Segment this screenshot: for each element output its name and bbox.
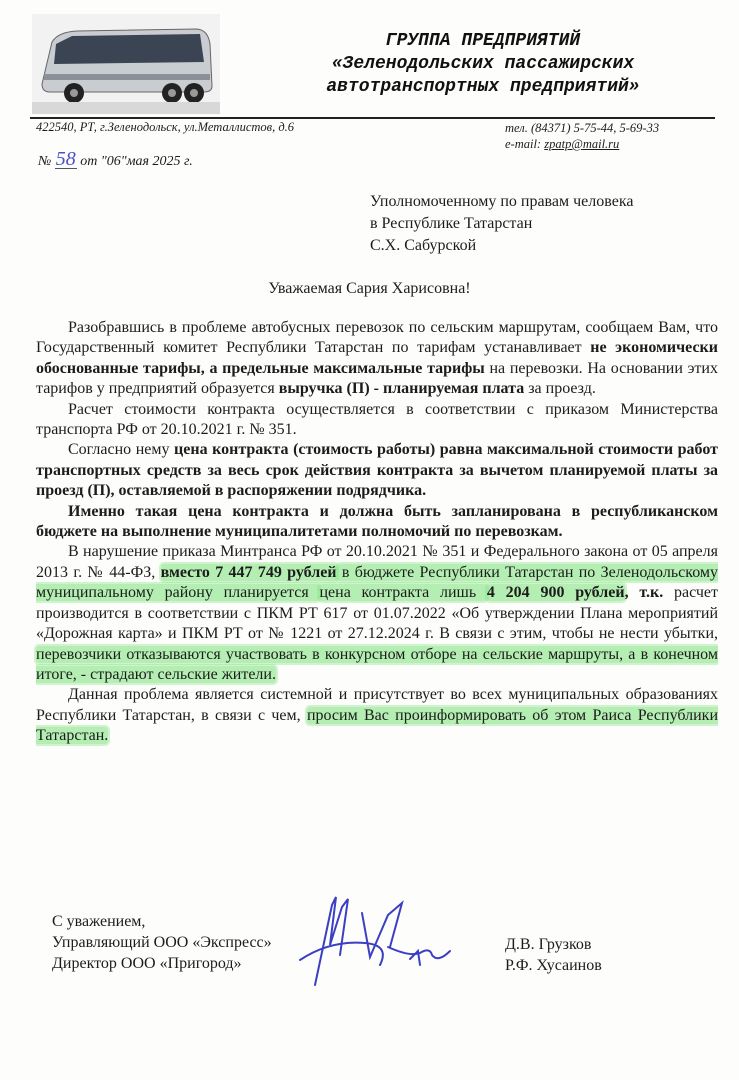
- email-label: e-mail:: [505, 137, 545, 151]
- bus-logo-image: [32, 14, 220, 114]
- addressee-line-1: Уполномоченному по правам человека: [370, 193, 634, 210]
- ref-number: 58: [55, 148, 76, 170]
- paragraph-3: [36, 440, 718, 501]
- p1-text-a: Разобравшись в проблеме автобусных перевозок по сельским маршрутам, сообщаем Вам, что Государственный комитет Республики Татарстан по тарифам устанавливает: [36, 319, 718, 357]
- org-address: 422540, РТ, г.Зеленодольск, ул.Металлистов, д.6: [36, 120, 295, 134]
- p5-text-g: расчет производится в соответствии с ПКМ РТ 617 от 01.07.2022 «Об утверждении Плана мероприятий «Дорожная карта» и ПКМ РТ от № 1221 от 27.12.2024 г. В связи с этим, чтобы не нести убытки,: [36, 584, 719, 643]
- role-2: Директор ООО «Пригород»: [52, 955, 242, 972]
- handwritten-signature: [270, 885, 460, 995]
- p5-highlight-plan: в бюджете Республики Татарстан по Зеленодольскому муниципальному району планируется: [36, 563, 719, 602]
- ref-date: от "06"мая 2025 г.: [76, 154, 193, 169]
- p1-text-c: на перевозки. На основании этих тарифов у предприятий образуется: [36, 359, 718, 398]
- signature-names: [505, 934, 602, 976]
- org-line-3: автотранспортных предприятий»: [326, 77, 640, 97]
- header-divider: [30, 117, 715, 119]
- email-link[interactable]: zpatp@mail.ru: [544, 137, 620, 151]
- org-line-1: ГРУППА ПРЕДПРИЯТИЙ: [385, 31, 581, 51]
- organization-name: [248, 30, 718, 99]
- ref-prefix: №: [38, 154, 52, 169]
- p6-highlight-request: просим Вас проинформировать об этом Раиса Республики Татарстан.: [36, 706, 719, 745]
- p5-bold-tk: , т.к.: [624, 584, 664, 602]
- name-2: Р.Ф. Хусаинов: [505, 957, 602, 974]
- paragraph-2: Расчет стоимости контракта осуществляется в соответствии с приказом Министерства транспорта РФ от 20.10.2021 г. № 351.: [36, 400, 718, 439]
- p1-bold-tariffs: не экономически обоснованные тарифы, а предельные максимальные тарифы: [36, 339, 718, 377]
- paragraph-6: [36, 685, 718, 746]
- paragraph-4: Именно такая цена контракта и должна быть запланирована в республиканском бюджете на выполнение муниципалитетами полномочий по перевозкам.: [36, 502, 718, 541]
- addressee-line-3: С.Х. Сабурской: [370, 237, 477, 254]
- org-line-2: «Зеленодольских пассажирских: [331, 54, 635, 74]
- paragraph-5: [36, 542, 718, 685]
- addressee-block: [370, 191, 633, 257]
- role-1: Управляющий ООО «Экспресс»: [52, 934, 272, 951]
- p3-bold-contract: цена контракта (стоимость работы) равна максимальной стоимости работ транспортных средств за весь срок действия контракта за вычетом планируемой платы за проезд (П), оставляемой в распоряжении подрядчика.: [36, 441, 718, 500]
- addressee-line-2: в Республике Татарстан: [370, 215, 533, 232]
- p6-text-a: Данная проблема является системной и присутствует во всех муниципальных образованиях Республики Татарстан, в связи с чем,: [36, 686, 718, 724]
- org-phone: тел. (84371) 5-75-44, 5-69-33: [505, 121, 660, 135]
- document-reference: [38, 150, 193, 170]
- p5-text-a: В нарушение приказа Минтранса РФ от 20.10.2021 № 351 и Федерального закона от 05 апреля 2013 г. № 44-ФЗ,: [36, 543, 718, 581]
- p1-bold-revenue: выручка (П) - планируемая плата: [278, 380, 525, 398]
- paragraph-1: [36, 318, 718, 400]
- p5-highlight-sum: 4 204 900 рублей: [486, 584, 625, 602]
- p3-text-a: Согласно нему: [68, 441, 175, 459]
- signature-roles: [52, 911, 272, 974]
- p5-highlight-amount: вместо 7 447 749 рублей: [160, 563, 337, 581]
- greeting: Уважаемая Сария Харисовна!: [268, 280, 471, 297]
- letter-body: [36, 318, 718, 747]
- p1-text-e: за проезд.: [524, 380, 596, 398]
- org-contacts: [505, 120, 659, 152]
- p5-highlight-price: цена контракта лишь: [319, 584, 487, 602]
- p5-highlight-carriers: перевозчики отказываются участвовать в конкурсном отборе на сельские маршруты, а в конечном итоге, - страдают сельские жители.: [36, 645, 718, 683]
- name-1: Д.В. Грузков: [505, 936, 592, 953]
- closing: С уважением,: [52, 913, 146, 930]
